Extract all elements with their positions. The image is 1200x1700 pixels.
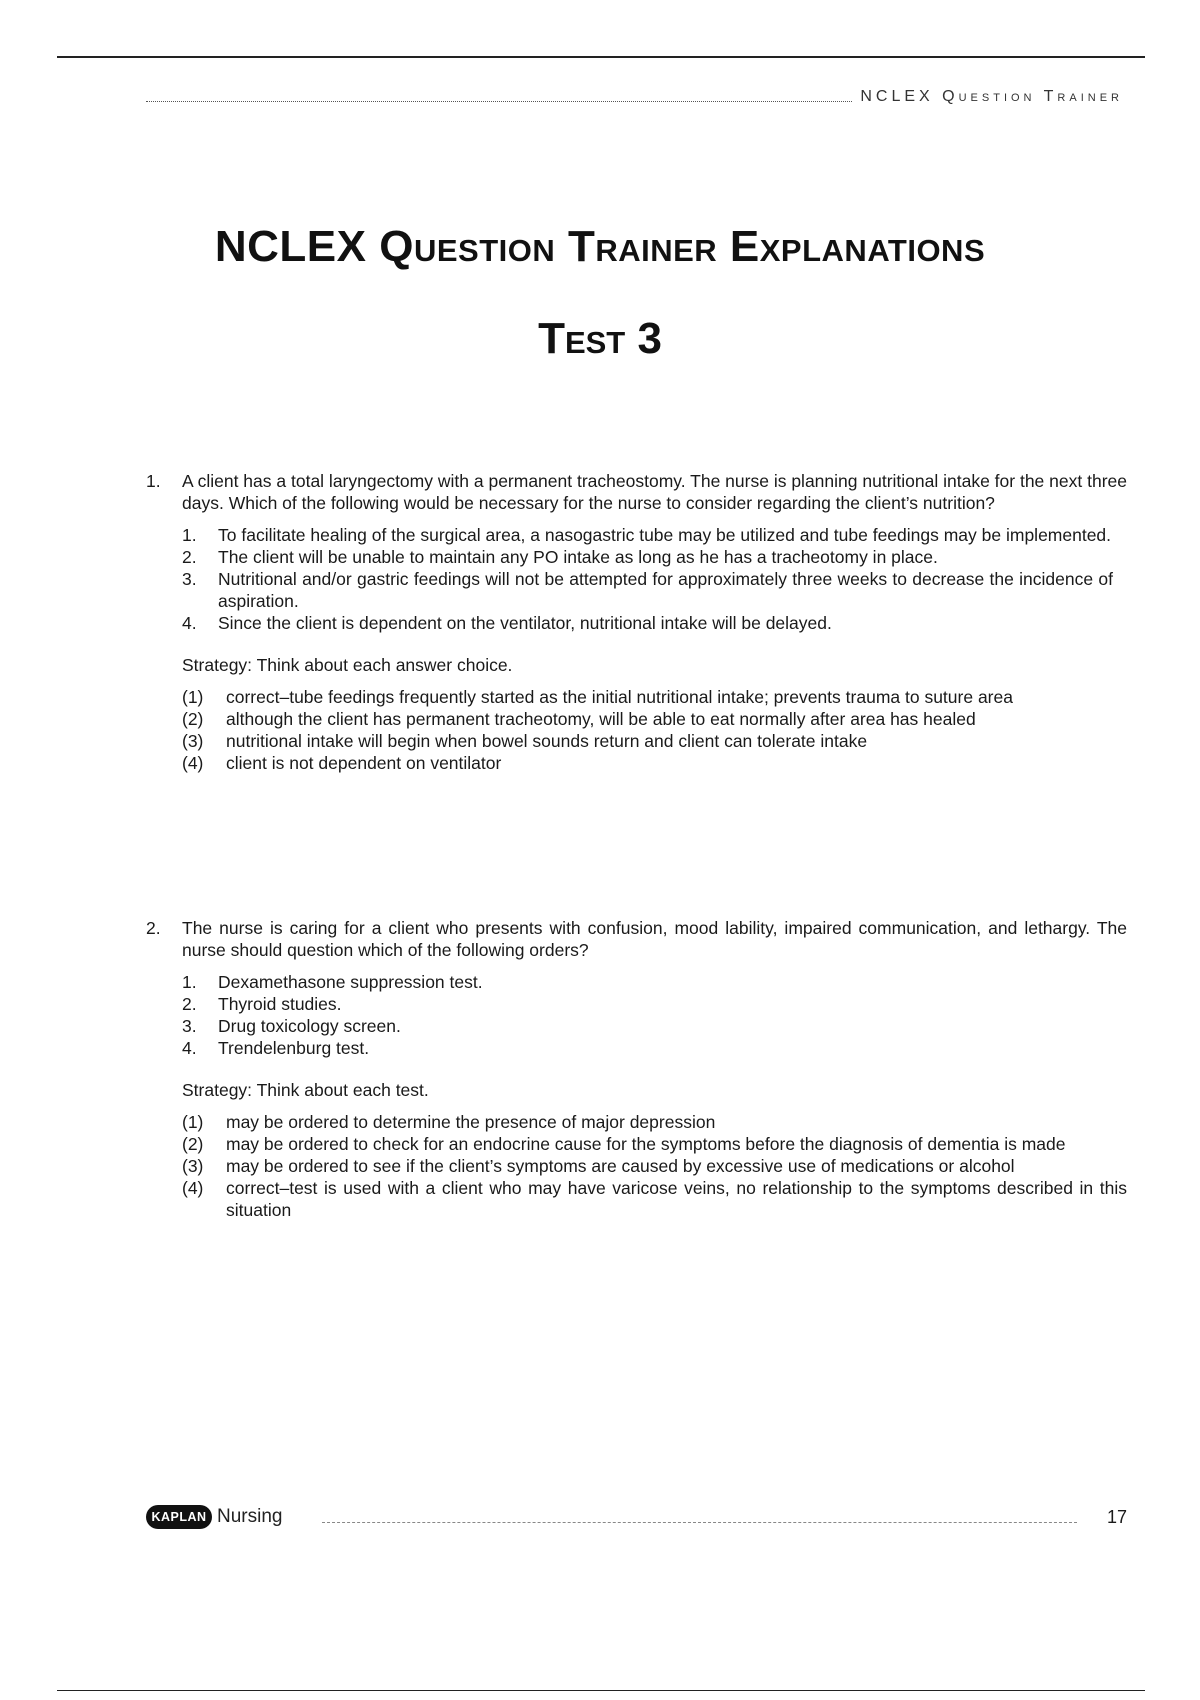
- explanation-list: [182, 1111, 1127, 1221]
- logo-label: Nursing: [217, 1506, 283, 1527]
- answer-option: [182, 993, 1127, 1015]
- explanation-text: although the client has permanent tracheotomy, will be able to eat normally after area has healed: [226, 709, 976, 729]
- answer-options: [182, 524, 1127, 634]
- answer-options: [182, 971, 1127, 1059]
- option-text: Since the client is dependent on the ventilator, nutritional intake will be delayed.: [218, 613, 832, 633]
- answer-option: [182, 1015, 1127, 1037]
- explanation-item: [182, 1155, 1127, 1177]
- explanation-number: (1): [182, 687, 204, 707]
- running-header: [146, 86, 1123, 106]
- explanation-number: (3): [182, 1156, 204, 1176]
- answer-option: [182, 568, 1127, 612]
- option-number: 1.: [182, 972, 197, 992]
- explanation-text: may be ordered to determine the presence of major depression: [226, 1112, 716, 1132]
- option-number: 3.: [182, 1016, 197, 1036]
- option-text: Thyroid studies.: [218, 994, 342, 1014]
- explanation-text: correct–test is used with a client who may have varicose veins, no relationship to the symptoms described in this situation: [226, 1178, 1127, 1220]
- answer-option: [182, 1037, 1127, 1059]
- explanation-text: correct–tube feedings frequently started as the initial nutritional intake; prevents trauma to suture area: [226, 687, 1013, 707]
- explanation-text: client is not dependent on ventilator: [226, 753, 502, 773]
- explanation-number: (3): [182, 731, 204, 751]
- kaplan-logo-mark: KAPLAN: [146, 1505, 212, 1529]
- explanation-list: [182, 686, 1127, 774]
- strategy-note: Strategy: Think about each answer choice.: [182, 655, 513, 675]
- test-subtitle: Test 3: [538, 314, 662, 363]
- explanation-text: may be ordered to see if the client’s symptoms are caused by excessive use of medications or alcohol: [226, 1156, 1015, 1176]
- option-number: 4.: [182, 613, 197, 633]
- question-text: The nurse is caring for a client who presents with confusion, mood lability, impaired communication, and lethargy. The nurse should question which of the following orders?: [182, 918, 1127, 960]
- question-stem: [146, 470, 1127, 514]
- explanation-text: may be ordered to check for an endocrine cause for the symptoms before the diagnosis of dementia is made: [226, 1134, 1066, 1154]
- explanation-number: (4): [182, 1178, 204, 1198]
- kaplan-nursing-logo: [146, 1505, 282, 1529]
- question-block-1: [146, 470, 1127, 774]
- option-number: 1.: [182, 525, 197, 545]
- footer-dot-leader: [322, 1522, 1077, 1523]
- option-text: Dexamethasone suppression test.: [218, 972, 483, 992]
- explanation-number: (2): [182, 1134, 204, 1154]
- question-block-2: [146, 917, 1127, 1221]
- bottom-rule: [57, 1690, 1145, 1691]
- question-number: 2.: [146, 918, 161, 938]
- question-text: A client has a total laryngectomy with a permanent tracheostomy. The nurse is planning nutritional intake for the next three days. Which of the following would be necessary for the nurse to consider regarding the client’s nutrition?: [182, 471, 1127, 513]
- option-text: The client will be unable to maintain any PO intake as long as he has a tracheotomy in place.: [218, 547, 938, 567]
- explanation-item: [182, 1111, 1127, 1133]
- explanation-item: [182, 1177, 1127, 1221]
- page-number: 17: [1106, 1506, 1127, 1527]
- answer-option: [182, 524, 1127, 546]
- page-title: NCLEX Question Trainer Explanations: [214, 222, 986, 271]
- page-footer: [146, 1502, 1127, 1532]
- explanation-number: (1): [182, 1112, 204, 1132]
- option-number: 2.: [182, 994, 197, 1014]
- explanation-item: [182, 752, 1127, 774]
- explanation-number: (2): [182, 709, 204, 729]
- top-rule: [57, 56, 1145, 58]
- explanation-item: [182, 1133, 1127, 1155]
- answer-option: [182, 971, 1127, 993]
- question-stem: [146, 917, 1127, 961]
- header-dot-leader: [146, 101, 852, 102]
- option-text: Nutritional and/or gastric feedings will not be attempted for approximately three weeks to decrease the incidence of aspiration.: [218, 569, 1113, 611]
- explanation-item: [182, 708, 1127, 730]
- answer-option: [182, 612, 1127, 634]
- explanation-item: [182, 686, 1127, 708]
- option-number: 4.: [182, 1038, 197, 1058]
- explanation-item: [182, 730, 1127, 752]
- running-title: NCLEX Question Trainer: [860, 88, 1123, 105]
- option-text: To facilitate healing of the surgical area, a nasogastric tube may be utilized and tube feedings may be implemented.: [218, 525, 1112, 545]
- option-number: 3.: [182, 569, 197, 589]
- explanation-number: (4): [182, 753, 204, 773]
- explanation-text: nutritional intake will begin when bowel sounds return and client can tolerate intake: [226, 731, 868, 751]
- strategy-note: Strategy: Think about each test.: [182, 1080, 429, 1100]
- option-number: 2.: [182, 547, 197, 567]
- question-number: 1.: [146, 471, 161, 491]
- option-text: Drug toxicology screen.: [218, 1016, 401, 1036]
- answer-option: [182, 546, 1127, 568]
- option-text: Trendelenburg test.: [218, 1038, 370, 1058]
